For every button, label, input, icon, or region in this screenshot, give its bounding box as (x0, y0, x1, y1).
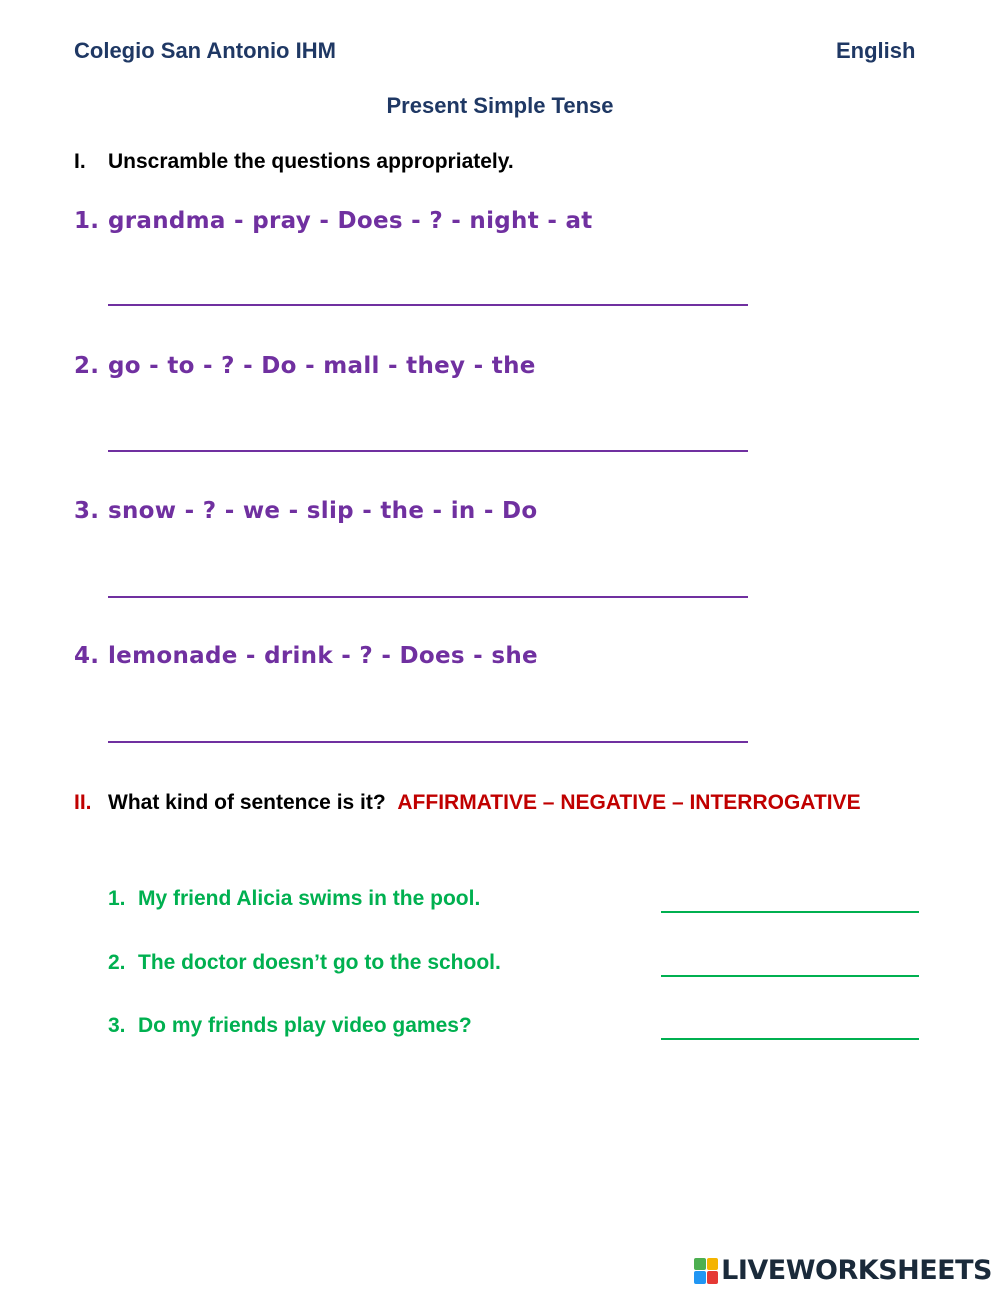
section-1-heading (74, 150, 514, 174)
liveworksheets-logo[interactable] (694, 1255, 992, 1286)
sentence-text: Do my friends play video games? (138, 1014, 472, 1037)
section-2-heading (74, 791, 861, 815)
answer-line-3[interactable] (108, 596, 748, 598)
sentence-type-blank-1[interactable] (661, 911, 919, 913)
item-number: 2. (108, 951, 126, 974)
list-item (108, 1014, 472, 1038)
list-item (108, 887, 480, 911)
answer-line-2[interactable] (108, 450, 748, 452)
subject-label: English (836, 38, 916, 63)
item-number: 3. (74, 498, 100, 524)
list-item (74, 208, 593, 234)
list-item (74, 353, 536, 379)
item-number: 1. (108, 887, 126, 910)
list-item (108, 951, 501, 975)
item-number: 2. (74, 353, 100, 379)
section-2-instruction: What kind of sentence is it? (108, 791, 386, 814)
sentence-text: The doctor doesn’t go to the school. (138, 951, 501, 974)
section-2-numeral: II. (74, 791, 92, 814)
item-number: 3. (108, 1014, 126, 1037)
item-number: 4. (74, 643, 100, 669)
school-name: Colegio San Antonio IHM (74, 38, 336, 63)
section-1-instruction: Unscramble the questions appropriately. (108, 150, 514, 173)
page-title: Present Simple Tense (386, 93, 614, 118)
scrambled-words: go - to - ? - Do - mall - they - the (108, 353, 536, 379)
scrambled-words: grandma - pray - Does - ? - night - at (108, 208, 593, 234)
scrambled-words: lemonade - drink - ? - Does - she (108, 643, 538, 669)
answer-line-1[interactable] (108, 304, 748, 306)
sentence-type-options: AFFIRMATIVE – NEGATIVE – INTERROGATIVE (397, 791, 861, 814)
item-number: 1. (74, 208, 100, 234)
sentence-type-blank-3[interactable] (661, 1038, 919, 1040)
list-item (74, 643, 538, 669)
sentence-type-blank-2[interactable] (661, 975, 919, 977)
list-item (74, 498, 538, 524)
logo-text: LIVEWORKSHEETS (721, 1255, 992, 1286)
section-1-numeral: I. (74, 150, 86, 173)
sentence-text: My friend Alicia swims in the pool. (138, 887, 481, 910)
scrambled-words: snow - ? - we - slip - the - in - Do (108, 498, 538, 524)
answer-line-4[interactable] (108, 741, 748, 743)
logo-mark-icon (694, 1258, 718, 1284)
